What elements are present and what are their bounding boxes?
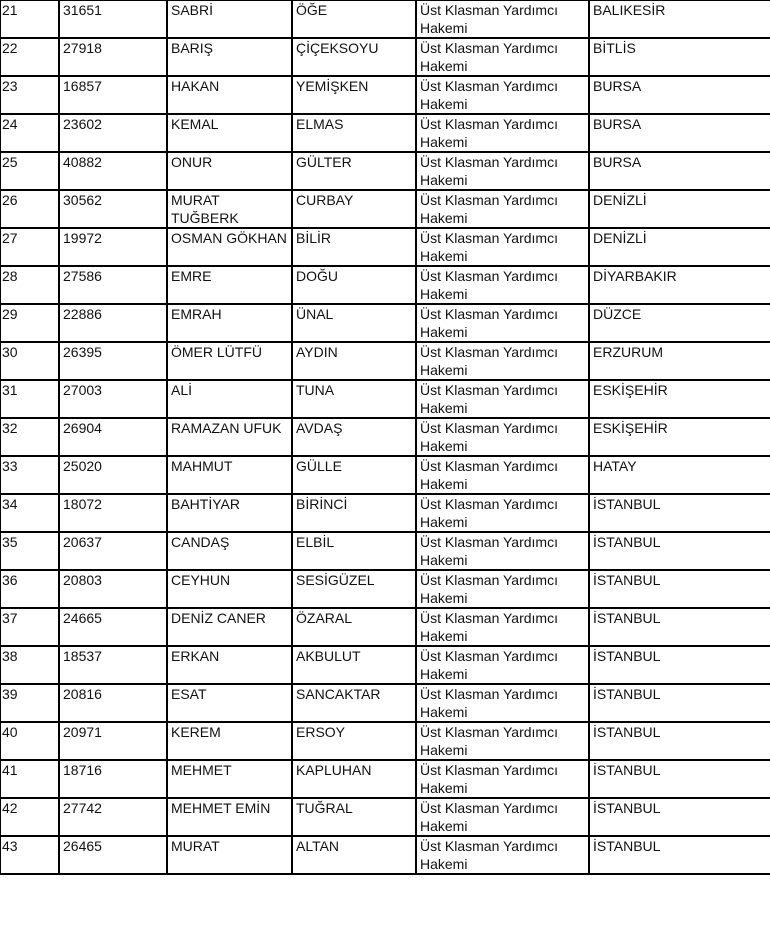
license-number-cell: 18537 [59, 646, 167, 684]
city-cell: İSTANBUL [589, 494, 770, 532]
last-name-cell: ALTAN [292, 836, 416, 874]
license-number-cell: 27742 [59, 798, 167, 836]
license-number-cell: 19972 [59, 228, 167, 266]
last-name-cell: ÇİÇEKSOYU [292, 38, 416, 76]
city-cell: DİYARBAKIR [589, 266, 770, 304]
city-cell: ERZURUM [589, 342, 770, 380]
table-row [0, 0, 770, 38]
license-number-cell: 25020 [59, 456, 167, 494]
first-name-cell: ERKAN [167, 646, 292, 684]
first-name-cell: DENİZ CANER [167, 608, 292, 646]
city-cell: DÜZCE [589, 304, 770, 342]
last-name-cell: YEMİŞKEN [292, 76, 416, 114]
license-number-cell: 16857 [59, 76, 167, 114]
referee-class-cell: Üst Klasman Yardımcı Hakemi [416, 798, 589, 836]
first-name-cell: MURAT TUĞBERK [167, 190, 292, 228]
first-name-cell: KEMAL [167, 114, 292, 152]
last-name-cell: TUNA [292, 380, 416, 418]
city-cell: BURSA [589, 114, 770, 152]
referee-class-cell: Üst Klasman Yardımcı Hakemi [416, 380, 589, 418]
last-name-cell: TUĞRAL [292, 798, 416, 836]
city-cell: İSTANBUL [589, 608, 770, 646]
referee-class-cell: Üst Klasman Yardımcı Hakemi [416, 836, 589, 874]
first-name-cell: MAHMUT [167, 456, 292, 494]
table-row [0, 494, 770, 532]
first-name-cell: BARIŞ [167, 38, 292, 76]
row-number-cell: 26 [0, 190, 59, 228]
license-number-cell: 26465 [59, 836, 167, 874]
city-cell: DENİZLİ [589, 190, 770, 228]
last-name-cell: GÜLTER [292, 152, 416, 190]
table-row [0, 304, 770, 342]
city-cell: BİTLİS [589, 38, 770, 76]
referee-class-cell: Üst Klasman Yardımcı Hakemi [416, 152, 589, 190]
last-name-cell: BİLİR [292, 228, 416, 266]
city-cell: HATAY [589, 456, 770, 494]
table-row [0, 266, 770, 304]
license-number-cell: 20803 [59, 570, 167, 608]
city-cell: İSTANBUL [589, 684, 770, 722]
table-row [0, 114, 770, 152]
row-number-cell: 43 [0, 836, 59, 874]
license-number-cell: 24665 [59, 608, 167, 646]
license-number-cell: 20637 [59, 532, 167, 570]
license-number-cell: 18072 [59, 494, 167, 532]
first-name-cell: CANDAŞ [167, 532, 292, 570]
last-name-cell: AVDAŞ [292, 418, 416, 456]
license-number-cell: 31651 [59, 0, 167, 38]
city-cell: İSTANBUL [589, 760, 770, 798]
city-cell: İSTANBUL [589, 532, 770, 570]
first-name-cell: ONUR [167, 152, 292, 190]
license-number-cell: 18716 [59, 760, 167, 798]
first-name-cell: OSMAN GÖKHAN [167, 228, 292, 266]
first-name-cell: MURAT [167, 836, 292, 874]
table-row [0, 722, 770, 760]
row-number-cell: 33 [0, 456, 59, 494]
license-number-cell: 26904 [59, 418, 167, 456]
referee-class-cell: Üst Klasman Yardımcı Hakemi [416, 494, 589, 532]
last-name-cell: ÜNAL [292, 304, 416, 342]
last-name-cell: AYDIN [292, 342, 416, 380]
row-number-cell: 30 [0, 342, 59, 380]
last-name-cell: ÖĞE [292, 0, 416, 38]
license-number-cell: 20971 [59, 722, 167, 760]
referee-class-cell: Üst Klasman Yardımcı Hakemi [416, 114, 589, 152]
city-cell: İSTANBUL [589, 722, 770, 760]
first-name-cell: EMRAH [167, 304, 292, 342]
table-row [0, 152, 770, 190]
table-row [0, 684, 770, 722]
referee-class-cell: Üst Klasman Yardımcı Hakemi [416, 722, 589, 760]
row-number-cell: 38 [0, 646, 59, 684]
last-name-cell: DOĞU [292, 266, 416, 304]
license-number-cell: 26395 [59, 342, 167, 380]
first-name-cell: HAKAN [167, 76, 292, 114]
row-number-cell: 35 [0, 532, 59, 570]
referee-class-cell: Üst Klasman Yardımcı Hakemi [416, 418, 589, 456]
referee-class-cell: Üst Klasman Yardımcı Hakemi [416, 760, 589, 798]
last-name-cell: ÖZARAL [292, 608, 416, 646]
license-number-cell: 20816 [59, 684, 167, 722]
referee-class-cell: Üst Klasman Yardımcı Hakemi [416, 646, 589, 684]
referee-class-cell: Üst Klasman Yardımcı Hakemi [416, 38, 589, 76]
row-number-cell: 24 [0, 114, 59, 152]
first-name-cell: MEHMET EMİN [167, 798, 292, 836]
first-name-cell: ESAT [167, 684, 292, 722]
table-row [0, 38, 770, 76]
first-name-cell: CEYHUN [167, 570, 292, 608]
license-number-cell: 23602 [59, 114, 167, 152]
first-name-cell: EMRE [167, 266, 292, 304]
referee-class-cell: Üst Klasman Yardımcı Hakemi [416, 190, 589, 228]
license-number-cell: 27003 [59, 380, 167, 418]
first-name-cell: BAHTİYAR [167, 494, 292, 532]
table-row [0, 608, 770, 646]
referee-class-cell: Üst Klasman Yardımcı Hakemi [416, 304, 589, 342]
first-name-cell: SABRİ [167, 0, 292, 38]
license-number-cell: 40882 [59, 152, 167, 190]
last-name-cell: CURBAY [292, 190, 416, 228]
row-number-cell: 41 [0, 760, 59, 798]
table-row [0, 570, 770, 608]
referee-class-cell: Üst Klasman Yardımcı Hakemi [416, 532, 589, 570]
row-number-cell: 25 [0, 152, 59, 190]
city-cell: BALIKESİR [589, 0, 770, 38]
row-number-cell: 29 [0, 304, 59, 342]
last-name-cell: ELMAS [292, 114, 416, 152]
referee-class-cell: Üst Klasman Yardımcı Hakemi [416, 570, 589, 608]
row-number-cell: 39 [0, 684, 59, 722]
first-name-cell: KEREM [167, 722, 292, 760]
license-number-cell: 27918 [59, 38, 167, 76]
last-name-cell: ELBİL [292, 532, 416, 570]
city-cell: İSTANBUL [589, 798, 770, 836]
city-cell: İSTANBUL [589, 646, 770, 684]
referee-class-cell: Üst Klasman Yardımcı Hakemi [416, 608, 589, 646]
row-number-cell: 42 [0, 798, 59, 836]
table-row [0, 190, 770, 228]
table-row [0, 380, 770, 418]
last-name-cell: GÜLLE [292, 456, 416, 494]
row-number-cell: 34 [0, 494, 59, 532]
table-row [0, 76, 770, 114]
first-name-cell: ÖMER LÜTFÜ [167, 342, 292, 380]
row-number-cell: 37 [0, 608, 59, 646]
first-name-cell: MEHMET [167, 760, 292, 798]
city-cell: BURSA [589, 76, 770, 114]
row-number-cell: 32 [0, 418, 59, 456]
referee-class-cell: Üst Klasman Yardımcı Hakemi [416, 684, 589, 722]
last-name-cell: KAPLUHAN [292, 760, 416, 798]
referee-class-cell: Üst Klasman Yardımcı Hakemi [416, 76, 589, 114]
table-row [0, 836, 770, 874]
referee-class-cell: Üst Klasman Yardımcı Hakemi [416, 456, 589, 494]
referee-class-cell: Üst Klasman Yardımcı Hakemi [416, 266, 589, 304]
license-number-cell: 30562 [59, 190, 167, 228]
row-number-cell: 36 [0, 570, 59, 608]
row-number-cell: 28 [0, 266, 59, 304]
referee-class-cell: Üst Klasman Yardımcı Hakemi [416, 342, 589, 380]
table-row [0, 798, 770, 836]
row-number-cell: 21 [0, 0, 59, 38]
referee-class-cell: Üst Klasman Yardımcı Hakemi [416, 228, 589, 266]
row-number-cell: 31 [0, 380, 59, 418]
table-row [0, 456, 770, 494]
first-name-cell: RAMAZAN UFUK [167, 418, 292, 456]
table-row [0, 646, 770, 684]
last-name-cell: SANCAKTAR [292, 684, 416, 722]
table-row [0, 532, 770, 570]
row-number-cell: 27 [0, 228, 59, 266]
table-row [0, 228, 770, 266]
city-cell: BURSA [589, 152, 770, 190]
city-cell: İSTANBUL [589, 570, 770, 608]
row-number-cell: 22 [0, 38, 59, 76]
table-row [0, 418, 770, 456]
license-number-cell: 22886 [59, 304, 167, 342]
row-number-cell: 40 [0, 722, 59, 760]
first-name-cell: ALİ [167, 380, 292, 418]
license-number-cell: 27586 [59, 266, 167, 304]
row-number-cell: 23 [0, 76, 59, 114]
city-cell: ESKİŞEHİR [589, 418, 770, 456]
city-cell: İSTANBUL [589, 836, 770, 874]
table-row [0, 760, 770, 798]
last-name-cell: ERSOY [292, 722, 416, 760]
last-name-cell: AKBULUT [292, 646, 416, 684]
city-cell: DENİZLİ [589, 228, 770, 266]
last-name-cell: SESİGÜZEL [292, 570, 416, 608]
city-cell: ESKİŞEHİR [589, 380, 770, 418]
last-name-cell: BİRİNCİ [292, 494, 416, 532]
referee-class-cell: Üst Klasman Yardımcı Hakemi [416, 0, 589, 38]
table-row [0, 342, 770, 380]
